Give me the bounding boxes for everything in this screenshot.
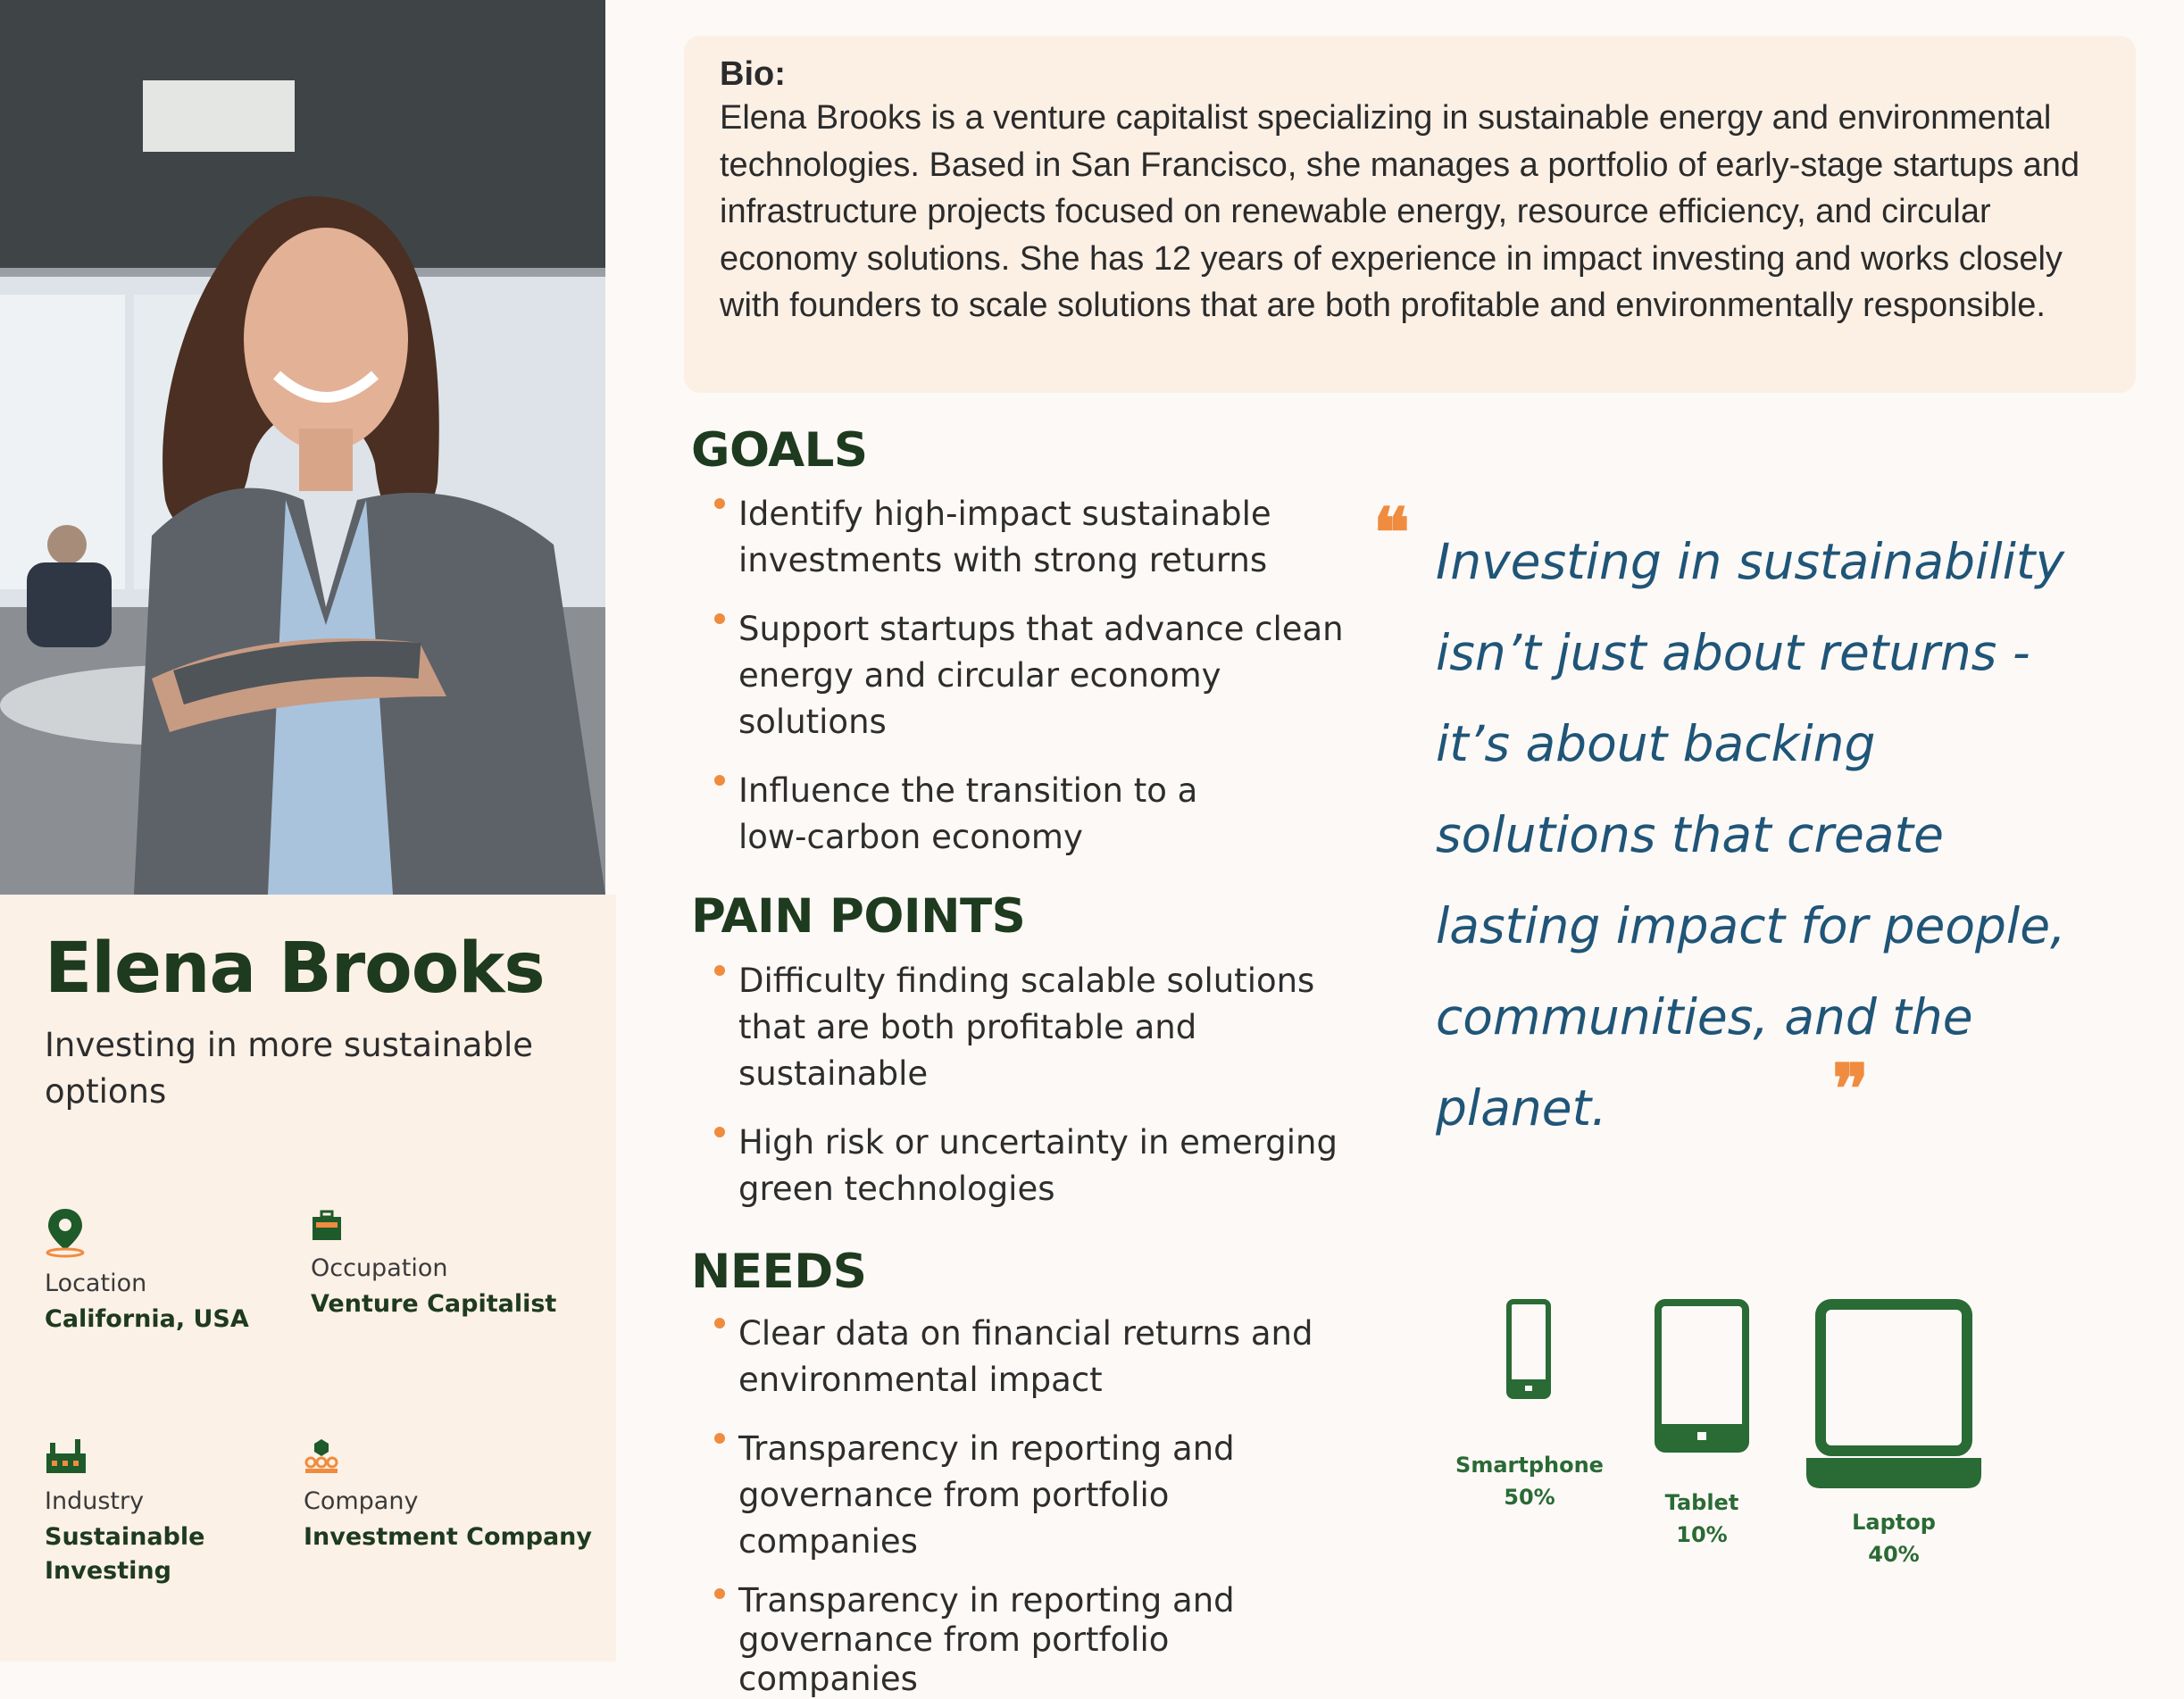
location-pin-icon [45, 1207, 86, 1257]
open-quote-icon: ❝ [1373, 493, 1410, 572]
industry-factory-icon [45, 1437, 88, 1475]
goal-item: Identify high-impact sustainable investments with strong returns [714, 491, 1274, 584]
pain-points-list [714, 958, 1348, 1212]
need-item: Transparency in reporting and governance from portfolio companies [714, 1426, 1348, 1565]
device-smartphone-share: 50% [1504, 1485, 1555, 1510]
device-tablet-share: 10% [1676, 1522, 1728, 1547]
goal-item: Influence the transition to a low-carbon economy [714, 768, 1274, 861]
fact-location [45, 1207, 249, 1337]
pain-point-item: Difficulty finding scalable solutions that are both profitable and sustainable [714, 958, 1319, 1097]
device-tablet-label [1604, 1487, 1800, 1551]
briefcase-icon [311, 1210, 343, 1242]
bio-text: Elena Brooks is a venture capitalist specializing in sustainable energy and environmental technologies. Based in San Francisco, she manages a portfolio of early-stage startups and infrastructure projects focused on renewable energy, resource efficiency, and circular economy solutions. She has 12 years of experience in impact investing and works closely with founders to scale solutions that are both profitable and environmentally responsible. [720, 99, 2080, 324]
fact-company-value: Investment Company [304, 1523, 592, 1551]
pain-point-item: High risk or uncertainty in emerging green technologies [714, 1120, 1346, 1212]
goals-heading: GOALS [691, 423, 868, 478]
fact-industry-label: Industry [45, 1487, 145, 1515]
persona-name: Elena Brooks [45, 929, 545, 1009]
pain-points-heading: PAIN POINTS [691, 889, 1026, 944]
fact-occupation-value: Venture Capitalist [311, 1290, 557, 1318]
device-smartphone-label [1431, 1449, 1628, 1513]
goals-list [714, 491, 1348, 861]
fact-location-value: California, USA [45, 1305, 249, 1333]
close-quote-icon: ❞ [1832, 1049, 1869, 1129]
profile-photo [0, 0, 605, 895]
needs-heading: NEEDS [691, 1245, 867, 1299]
need-item: Clear data on financial returns and environmental impact [714, 1311, 1319, 1403]
needs-list [714, 1311, 1348, 1699]
goal-item: Support startups that advance clean energy and circular economy solutions [714, 606, 1348, 745]
need-item: Transparency in reporting and governance from portfolio companies [714, 1581, 1348, 1699]
device-laptop-share: 40% [1868, 1542, 1920, 1567]
tablet-icon [1655, 1299, 1749, 1453]
fact-company-label: Company [304, 1487, 419, 1515]
fact-occupation [311, 1210, 556, 1321]
fact-location-label: Location [45, 1270, 147, 1297]
persona-tagline: Investing in more sustainable options [45, 1026, 533, 1111]
device-laptop-label [1796, 1506, 1992, 1570]
persona-quote: Investing in sustainability isn’t just about returns - it’s about backing solutions that create lasting impact for people, communities, and the planet. [1436, 533, 2066, 1137]
company-people-icon [304, 1437, 339, 1475]
fact-company [304, 1437, 592, 1554]
device-tablet-name: Tablet [1664, 1490, 1739, 1515]
fact-occupation-label: Occupation [311, 1254, 448, 1282]
laptop-icon [1806, 1299, 1981, 1490]
bio-label: Bio: [720, 55, 786, 93]
device-laptop-name: Laptop [1852, 1510, 1936, 1535]
fact-industry [45, 1437, 223, 1588]
profile-photo-illustration [0, 0, 605, 895]
bio-box [684, 36, 2136, 393]
fact-industry-value: Sustainable Investing [45, 1523, 205, 1585]
device-smartphone-name: Smartphone [1455, 1453, 1604, 1478]
smartphone-icon [1506, 1299, 1551, 1399]
